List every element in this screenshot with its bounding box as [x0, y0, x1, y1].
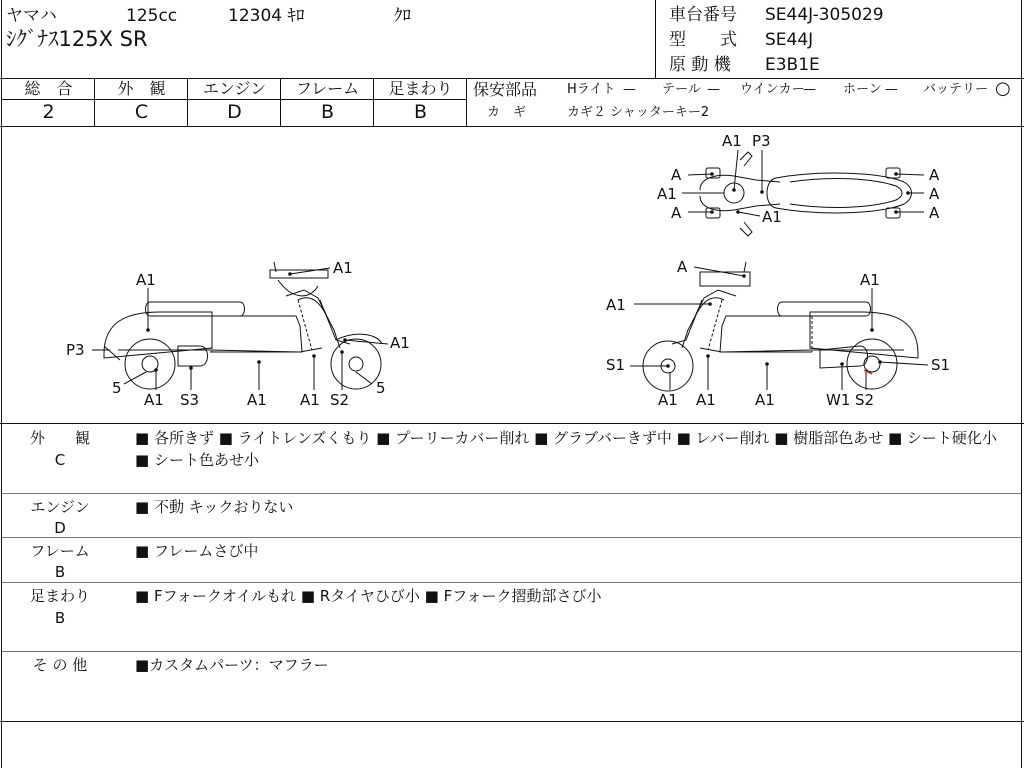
grade-exterior-value: C — [134, 101, 149, 123]
remark-text-other: ■カスタムパーツ：マフラー — [135, 656, 329, 674]
top-label: P3 — [752, 132, 771, 150]
engine-value: E3B1E — [765, 55, 820, 75]
right-label: S2 — [855, 391, 875, 409]
remark-text-engine: ■ 不動 キックおりない — [135, 498, 294, 516]
mileage: 12304 ｷﾛ — [228, 6, 305, 26]
frame-no: SE44J-305029 — [765, 5, 884, 25]
safety-label: 保安部品 — [473, 80, 538, 99]
grade-total-label: 総 合 — [24, 79, 73, 98]
grade-engine-value: D — [227, 101, 242, 123]
grade-mid-rule — [2, 99, 467, 100]
rule — [2, 651, 1021, 652]
scooter-right-dashes — [708, 300, 812, 352]
damage-diagram — [0, 127, 1024, 424]
grade-total-value: 2 — [42, 101, 55, 123]
remark-text-suspension: ■ Fフォークオイルもれ ■ Rタイヤひび小 ■ Fフォーク摺動部さび小 — [135, 587, 602, 605]
safety-tail-status: — — [707, 82, 720, 97]
top-label: A1 — [762, 208, 782, 226]
damage-points — [146, 172, 910, 372]
safety-winker-status: — — [803, 82, 816, 97]
remark-grade-frame: B — [54, 563, 66, 581]
left-label: S2 — [330, 391, 350, 409]
rule — [2, 582, 1021, 583]
right-label: W1 — [826, 391, 851, 409]
rule — [0, 423, 1024, 424]
grade-suspension-label: 足まわり — [388, 79, 453, 98]
safety-horn-status: — — [885, 82, 898, 97]
remark-grade-engine: D — [54, 519, 66, 537]
displacement: 125cc — [126, 6, 178, 26]
left-label: S3 — [180, 391, 200, 409]
type-label: 型 式 — [669, 30, 737, 50]
safety-winker: ウインカー — [740, 82, 805, 97]
right-label: A1 — [658, 391, 678, 409]
safety-battery: バッテリー — [923, 82, 989, 97]
grade-divider — [94, 78, 95, 126]
safety-headlight: Hライト — [567, 82, 616, 97]
header-divider — [655, 0, 656, 78]
left-label: P3 — [66, 341, 85, 359]
leader-lines — [92, 150, 928, 390]
model-name: ｼｸﾞﾅｽ125X SR — [6, 27, 148, 51]
right-label: S1 — [606, 356, 626, 374]
top-label: A1 — [657, 185, 677, 203]
type-value: SE44J — [765, 30, 814, 50]
key-label: カ ギ — [487, 105, 527, 120]
top-label: A — [671, 204, 682, 222]
remark-category-frame: フレーム — [30, 542, 90, 560]
safety-horn: ホーン — [843, 82, 882, 97]
right-label: A1 — [860, 271, 880, 289]
safety-headlight-status: — — [623, 82, 636, 97]
rule — [2, 493, 1021, 494]
rule — [2, 537, 1021, 538]
maker: ヤマハ — [6, 6, 57, 26]
grade-engine-label: エンジン — [202, 79, 267, 98]
top-label: A — [929, 204, 940, 222]
color: ｸﾛ — [394, 6, 411, 26]
grade-divider — [280, 78, 281, 126]
left-label: 5 — [112, 379, 122, 397]
top-label: A — [671, 166, 682, 184]
remark-grade-exterior: C — [54, 451, 66, 469]
safety-battery-status: ○ — [995, 78, 1011, 99]
frame-no-label: 車台番号 — [669, 5, 737, 25]
left-label: A1 — [333, 259, 353, 277]
right-label: A1 — [696, 391, 716, 409]
grade-exterior-label: 外 観 — [117, 79, 166, 98]
right-label: A — [677, 258, 688, 276]
remark-category-suspension: 足まわり — [29, 587, 90, 605]
left-label: A1 — [144, 391, 164, 409]
remark-grade-suspension: B — [54, 609, 66, 627]
safety-tail: テール — [662, 82, 701, 97]
left-label: A1 — [300, 391, 320, 409]
right-label: A1 — [755, 391, 775, 409]
scooter-left-dashes — [212, 300, 312, 352]
left-label: A1 — [390, 334, 410, 352]
grade-frame-value: B — [320, 101, 335, 123]
rule — [0, 721, 1024, 722]
grade-suspension-value: B — [413, 101, 428, 123]
remark-text-exterior: ■ 各所きず ■ ライトレンズくもり ■ プーリーカバー削れ ■ グラブバーきず中 ■ レバー削れ ■ 樹脂部色あせ ■ シート硬化小 ■ シート色あせ小 — [135, 429, 997, 469]
grade-divider — [466, 78, 467, 126]
engine-label: 原 動 機 — [669, 55, 731, 75]
grade-frame-label: フレーム — [295, 79, 360, 98]
right-label: S1 — [931, 356, 951, 374]
left-label: A1 — [136, 271, 156, 289]
remark-category-engine: エンジン — [30, 498, 90, 516]
top-label: A1 — [722, 132, 742, 150]
grade-divider — [187, 78, 188, 126]
remark-text-frame: ■ フレームさび中 — [135, 542, 259, 560]
remark-category-other: そ の 他 — [32, 656, 88, 674]
top-label: A — [929, 166, 940, 184]
scooter-top-view — [700, 152, 912, 236]
top-label: A — [929, 185, 940, 203]
left-label: 5 — [376, 379, 386, 397]
right-label: A1 — [606, 296, 626, 314]
left-label: A1 — [247, 391, 267, 409]
key-value: カギ２ シャッターキー2 — [567, 105, 710, 120]
remark-category-exterior: 外 観 — [29, 429, 90, 447]
grade-divider — [373, 78, 374, 126]
